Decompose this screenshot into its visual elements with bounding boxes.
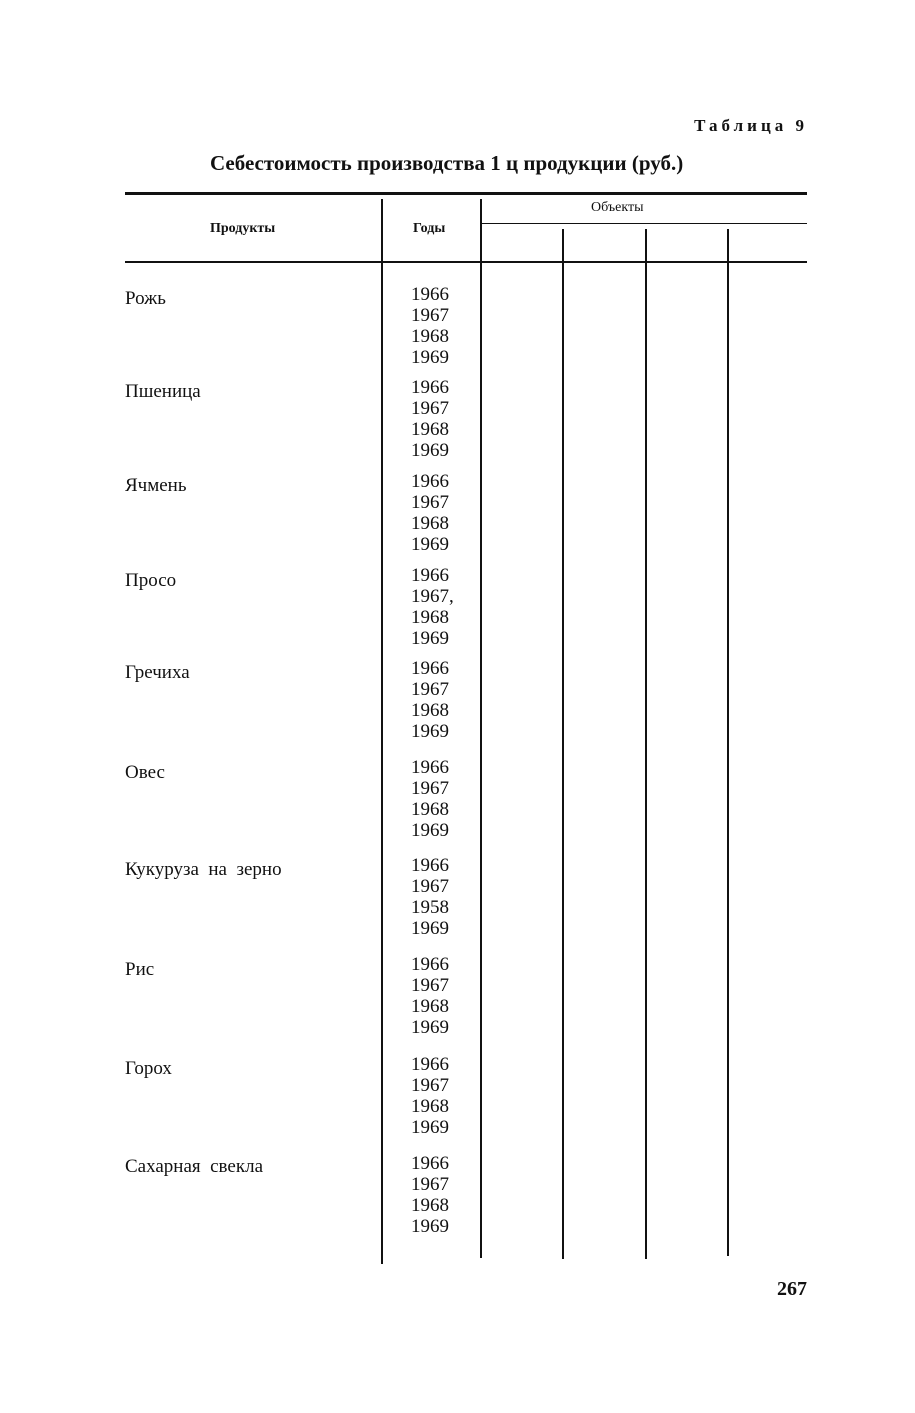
year-value: 1967 bbox=[411, 1075, 449, 1096]
year-value: 1968 bbox=[411, 700, 449, 721]
year-value: 1969 bbox=[411, 628, 449, 649]
year-list bbox=[411, 1054, 449, 1138]
year-list bbox=[411, 471, 449, 555]
header-objects: Объекты bbox=[591, 200, 644, 215]
year-value: 1968 bbox=[411, 1096, 449, 1117]
product-name: Рис bbox=[125, 959, 155, 980]
year-value: 1967 bbox=[411, 305, 449, 326]
year-list bbox=[411, 1153, 449, 1237]
year-value: 1968 bbox=[411, 326, 449, 347]
year-list bbox=[411, 658, 449, 742]
year-list bbox=[411, 284, 449, 368]
product-name: Горох bbox=[125, 1058, 172, 1079]
year-value: 1967 bbox=[411, 492, 449, 513]
year-value: 1966 bbox=[411, 471, 449, 492]
product-name: Гречиха bbox=[125, 662, 190, 683]
product-name: Пшеница bbox=[125, 381, 201, 402]
product-name: Ячмень bbox=[125, 475, 187, 496]
column-divider-object-3 bbox=[727, 229, 729, 1256]
year-list bbox=[411, 377, 449, 461]
column-divider-years bbox=[381, 199, 383, 1264]
year-value: 1969 bbox=[411, 721, 449, 742]
product-name: Сахарная свекла bbox=[125, 1156, 264, 1177]
year-list bbox=[411, 855, 449, 939]
year-value: 1969 bbox=[411, 534, 449, 555]
header-products: Продукты bbox=[210, 221, 276, 236]
year-value: 1969 bbox=[411, 347, 449, 368]
column-divider-object-2 bbox=[645, 229, 647, 1259]
year-value: 1966 bbox=[411, 284, 449, 305]
table-top-rule bbox=[125, 192, 807, 195]
header-bottom-rule bbox=[125, 261, 807, 263]
year-value: 1966 bbox=[411, 377, 449, 398]
year-value: 1967 bbox=[411, 679, 449, 700]
product-name: Кукуруза на зерно bbox=[125, 859, 282, 880]
year-value: 1969 bbox=[411, 1117, 449, 1138]
table-title: Себестоимость производства 1 ц продукции (руб.) bbox=[210, 151, 684, 175]
column-divider-object-1 bbox=[562, 229, 564, 1259]
year-value: 1969 bbox=[411, 918, 449, 939]
year-value: 1966 bbox=[411, 565, 449, 586]
product-name: Овес bbox=[125, 762, 165, 783]
table-caption: Таблица 9 bbox=[694, 116, 808, 135]
year-value: 1967 bbox=[411, 975, 449, 996]
year-value: 1967 bbox=[411, 398, 449, 419]
year-value: 1966 bbox=[411, 757, 449, 778]
header-years: Годы bbox=[413, 221, 446, 236]
year-value: 1966 bbox=[411, 1054, 449, 1075]
year-value: 1969 bbox=[411, 1216, 449, 1237]
product-name: Просо bbox=[125, 570, 177, 591]
year-list bbox=[411, 565, 454, 649]
year-value: 1966 bbox=[411, 855, 449, 876]
year-value: 1969 bbox=[411, 440, 449, 461]
year-value: 1966 bbox=[411, 1153, 449, 1174]
year-value: 1968 bbox=[411, 799, 449, 820]
year-value: 1968 bbox=[411, 996, 449, 1017]
year-value: 1967 bbox=[411, 1174, 449, 1195]
product-name: Рожь bbox=[125, 288, 166, 309]
year-value: 1967 bbox=[411, 778, 449, 799]
year-value: 1966 bbox=[411, 954, 449, 975]
objects-header-rule bbox=[482, 223, 807, 224]
year-value: 1967, bbox=[411, 586, 454, 607]
year-value: 1968 bbox=[411, 513, 449, 534]
year-value: 1968 bbox=[411, 607, 449, 628]
year-list bbox=[411, 757, 449, 841]
page-number: 267 bbox=[777, 1278, 807, 1300]
year-value: 1968 bbox=[411, 1195, 449, 1216]
year-value: 1958 bbox=[411, 897, 449, 918]
year-value: 1966 bbox=[411, 658, 449, 679]
year-value: 1967 bbox=[411, 876, 449, 897]
column-divider-objects bbox=[480, 199, 482, 1258]
year-value: 1968 bbox=[411, 419, 449, 440]
year-value: 1969 bbox=[411, 820, 449, 841]
year-list bbox=[411, 954, 449, 1038]
year-value: 1969 bbox=[411, 1017, 449, 1038]
